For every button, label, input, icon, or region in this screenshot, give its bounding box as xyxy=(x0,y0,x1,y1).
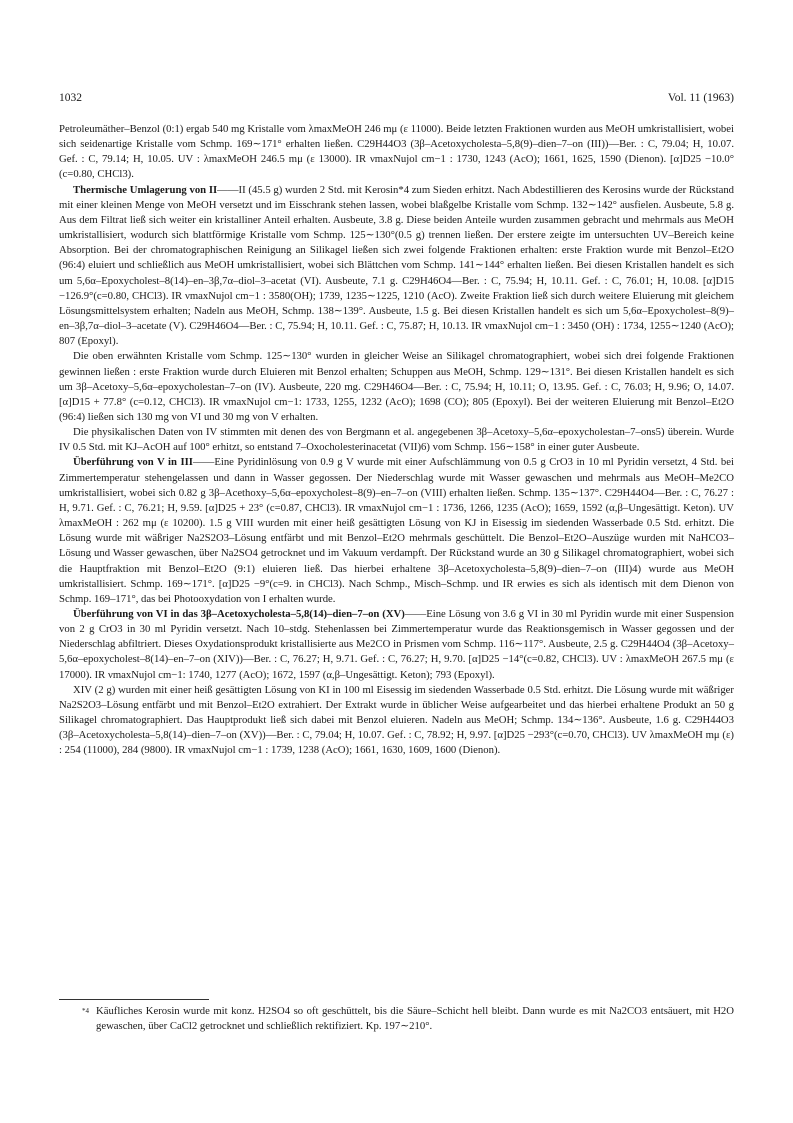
footnote-text: Käufliches Kerosin wurde mit konz. H2SO4 so oft geschüttelt, bis die Säure–Schicht hell bleibt. Dann wurde es mit Na2CO3 entsäuert, mit H2O gewaschen, über CaCl2 getrocknet und schließlich rektifiziert. Kp. 197∼210°. xyxy=(96,1005,734,1033)
paragraph-2: Thermische Umlagerung von II——II (45.5 g) wurden 2 Std. mit Kerosin*4 zum Sieden erhitzt. Nach Abdestillieren des Kerosins wurde der Rückstand mit einer kleinen Menge von MeOH versetzt und im Eisschrank stehen lassen, wobei blaßgelbe Kristalle vom Schmp. 132∼142° ausfielen. Ausbeute, 5.8 g. Aus dem Filtrat ließ sich weiter ein kristalliner Anteil erhalten. Ausbeute, 3.8 g. Diese beiden Anteile wurden zusammen gebracht und mehrmals aus MeOH umkristallisiert, wodurch sich blattförmige Kristalle vom Schmp. 125∼130°(0.5 g) trennen ließen. Der erstere zeigte im untersuchten UV–Bereich keine Absorption. Bei der chromatographischen Reinigung an Silikagel ließen sich zwei folgende Fraktionen erhalten: erste Fraktion wurde mit Benzol–Et2O (96:4) eluiert und schließlich aus MeOH umkristallisiert, wobei sich Blättchen vom Schmp. 141∼144° erhalten ließen. Bei diesen Kristallen handelt es sich um 5,6α–Epoxycholest–8(14)–en–3β,7α–diol–3–acetat (VI). Ausbeute, 7.1 g. C29H46O4—Ber. : C, 75.94; H, 10.11. Gef. : C, 76.01; H, 10.08. [α]D15 −126.9°(c=0.80, CHCl3). IR νmaxNujol cm−1 : 3580(OH); 1739, 1235∼1225, 1210 (AcO). Zweite Fraktion ließ sich durch weitere Eluierung mit gleichem Lösungsmittelsystem erhalten; Nadeln aus MeOH, Schmp. 138∼139°. Ausbeute, 1.5 g. Bei diesen Kristallen handelt es sich um 5,6α–Epoxycholest–8(9)–en–3β,7α–diol–3–acetate (V). C29H46O4—Ber. : C, 75.94; H, 10.11. Gef. : C, 75.87; H, 10.13. IR νmaxNujol cm−1 : 3450 (OH) : 1734, 1255∼1240 (AcO); 807 (Epoxyl). xyxy=(59,183,735,348)
running-header xyxy=(59,92,734,108)
paragraph-7: XIV (2 g) wurden mit einer heiß gesättigten Lösung von KI in 100 ml Eisessig im siedenden Wasserbade 0.5 Std. erhitzt. Die Lösung wurde mit wäßriger Na2S2O3–Lösung entfärbt und mit Benzol–Et2O extrahiert. Der Extrakt wurde in üblicher Weise aufgearbeitet und das hierbei erhaltene Produkt an 50 g Silikagel chromatographiert. Das Hauptprodukt ließ sich dabei mit Benzol eluieren. Nadeln aus MeOH; Schmp. 134∼136°. Ausbeute, 1.6 g. C29H44O3 (3β–Acetoxycholesta–5,8(14)–dien–7–on (XV))—Ber. : C, 79.04; H, 10.07. Gef. : C, 78.92; H, 9.97. [α]D25 −293°(c=0.70, CHCl3). UV λmaxMeOH mμ (ε) : 254 (11000), 284 (9800). IR νmaxNujol cm−1 : 1739, 1238 (AcO); 1661, 1630, 1609, 1600 (Dienon). xyxy=(59,683,734,757)
footnote xyxy=(82,1004,734,1034)
section-heading: Thermische Umlagerung von II xyxy=(73,183,218,196)
section-heading: Überführung von VI in das 3β–Acetoxycholesta–5,8(14)–dien–7–on (XV) xyxy=(73,608,405,620)
volume-info: Vol. 11 (1963) xyxy=(667,92,734,104)
paragraph-6: Überführung von VI in das 3β–Acetoxycholesta–5,8(14)–dien–7–on (XV)——Eine Lösung von 3.6 g VI in 30 ml Pyridin wurde mit einer Suspension von 2 g CrO3 in 30 ml Pyridin versetzt. Nach 10–stdg. Stehenlassen bei Zimmertemperatur wurde das Reaktionsgemisch in Wasser gegossen und der Niederschlag abfiltriert. Dieses Oxydationsprodukt kristallisierte aus Me2CO in Prismen vom Schmp. 116∼117°. Ausbeute, 2.5 g. C29H44O4 (3β–Acetoxy–5,6α–epoxycholest–8(14)–en–7–on (XIV))—Ber. : C, 76.27; H, 9.71. Gef. : C, 76.27; H, 9.70. [α]D25 −14°(c=0.82, CHCl3). UV : λmaxMeOH 267.5 mμ (ε 17000). IR νmaxNujol cm−1: 1740, 1277 (AcO); 1672, 1597 (α,β–Ungesättigt. Keton); 793 (Epoxyl). xyxy=(59,608,734,681)
paragraph-1: Petroleumäther–Benzol (0:1) ergab 540 mg Kristalle vom λmaxMeOH 246 mμ (ε 11000). Beide letzten Fraktionen wurden aus MeOH umkristallisiert, wobei sich seidenartige Kristalle vom Schmp. 169∼171° erhalten ließen. C29H44O3 (3β–Acetoxycholesta–5,8(9)–dien–7–on (III))—Ber. : C, 79.04; H, 10.07. Gef. : C, 79.14; H, 10.05. UV : λmaxMeOH 246.5 mμ (ε 13000). IR νmaxNujol cm−1 : 1730, 1243 (AcO); 1661, 1625, 1590 (Dienon). [α]D25 −10.0°(c=0.80, CHCl3). xyxy=(59,123,734,181)
section-heading: Überführung von V in III xyxy=(73,456,193,469)
footnote-marker: *4 xyxy=(82,1007,89,1015)
paragraph-3: Die oben erwähnten Kristalle vom Schmp. 125∼130° wurden in gleicher Weise an Silikagel chromatographiert, wobei sich drei folgende Fraktionen gewinnen ließen : erste Fraktion wurde durch Eluieren mit Benzol erhalten; Schuppen aus MeOH, Schmp. 129∼131°. Bei diesen Kristallen handelt es sich um 3β–Acetoxy–5,6α–epoxycholestan–7–on (IV). Ausbeute, 220 mg. C29H46O4—Ber. : C, 75.94; H, 10.11; O, 13.95. Gef. : C, 76.03; H, 9.96; O, 14.07. [α]D15 + 77.8° (c=0.12, CHCl3). IR νmaxNujol cm−1: 1733, 1255, 1232 (AcO); 1698 (CO); 805 (Epoxyl). Bei der weiteren Eluierung mit Benzol–Et2O (96:4) ließen sich 130 mg von VI und 30 mg von V erhalten. xyxy=(59,350,734,423)
body-text xyxy=(59,122,734,759)
paragraph-4: Die physikalischen Daten von IV stimmten mit denen des von Bergmann et al. angegebenen 3β–Acetoxy–5,6α–epoxycholestan–7–ons5) überein. Wurde IV 0.5 Std. mit KJ–AcOH auf 100° erhitzt, so entstand 7–Oxocholesterinacetat (VII)6) vom Schmp. 156∼158° in einer guter Ausbeute. xyxy=(59,426,734,454)
page-number: 1032 xyxy=(59,92,82,104)
paragraph-5: Überführung von V in III——Eine Pyridinlösung von 0.9 g V wurde mit einer Aufschlämmung von 0.5 g CrO3 in 10 ml Pyridin versetzt, 4 Std. bei Zimmertemperatur stehengelassen und dann in Wasser gegossen. Der Niederschlag wurde mit Wasser gewaschen und mehrmals aus MeOH–Me2CO umkristallisiert, wobei sich 0.82 g 3β–Acethoxy–5,6α–epoxycholest–8(9)–en–7–on (VIII) erhalten ließen. Schmp. 135∼137°. C29H44O4—Ber. : C, 76.27 : H, 9.71. Gef. : C, 76.21; H, 9.59. [α]D25 + 23° (c=0.87, CHCl3). IR νmaxNujol cm−1 : 1736, 1266, 1235 (AcO); 1659, 1592 (α,β–Ungesättigt. Keton). UV λmaxMeOH : 262 mμ (ε 10200). 1.5 g VIII wurden mit einer heiß gesättigten Lösung von KJ in Eisessig im siedenden Wasserbade 0.5 Std. erhitzt. Die Lösung wurde mit wäßriger Na2S2O3–Lösung entfärbt und mit Benzol–Et2O mehrmals geschüttelt. Die Benzol–Et2O–Auszüge wurden mit NaHCO3–Lösung und Wasser gewaschen, über Na2SO4 getrocknet und im Vakuum verdampft. Der Rückstand wurde an 30 g Silikagel chromatographiert, wobei sich die Hauptfraktion mit Benzol–Et2O (9:1) eluieren ließ. Das hierbei erhaltene 3β–Acetoxycholesta–5,8(9)–dien–7–on (III)4) wurde aus MeOH umkristallisiert. Schmp. 169∼171°. [α]D25 −9°(c=9. in CHCl3). Nach Schmp., Misch–Schmp. und IR erwies es sich als identisch mit dem Dienon von Schmp. 169–171°, das bei Photooxydation von I erhalten wurde. xyxy=(59,456,734,605)
footnote-rule xyxy=(59,999,209,1000)
